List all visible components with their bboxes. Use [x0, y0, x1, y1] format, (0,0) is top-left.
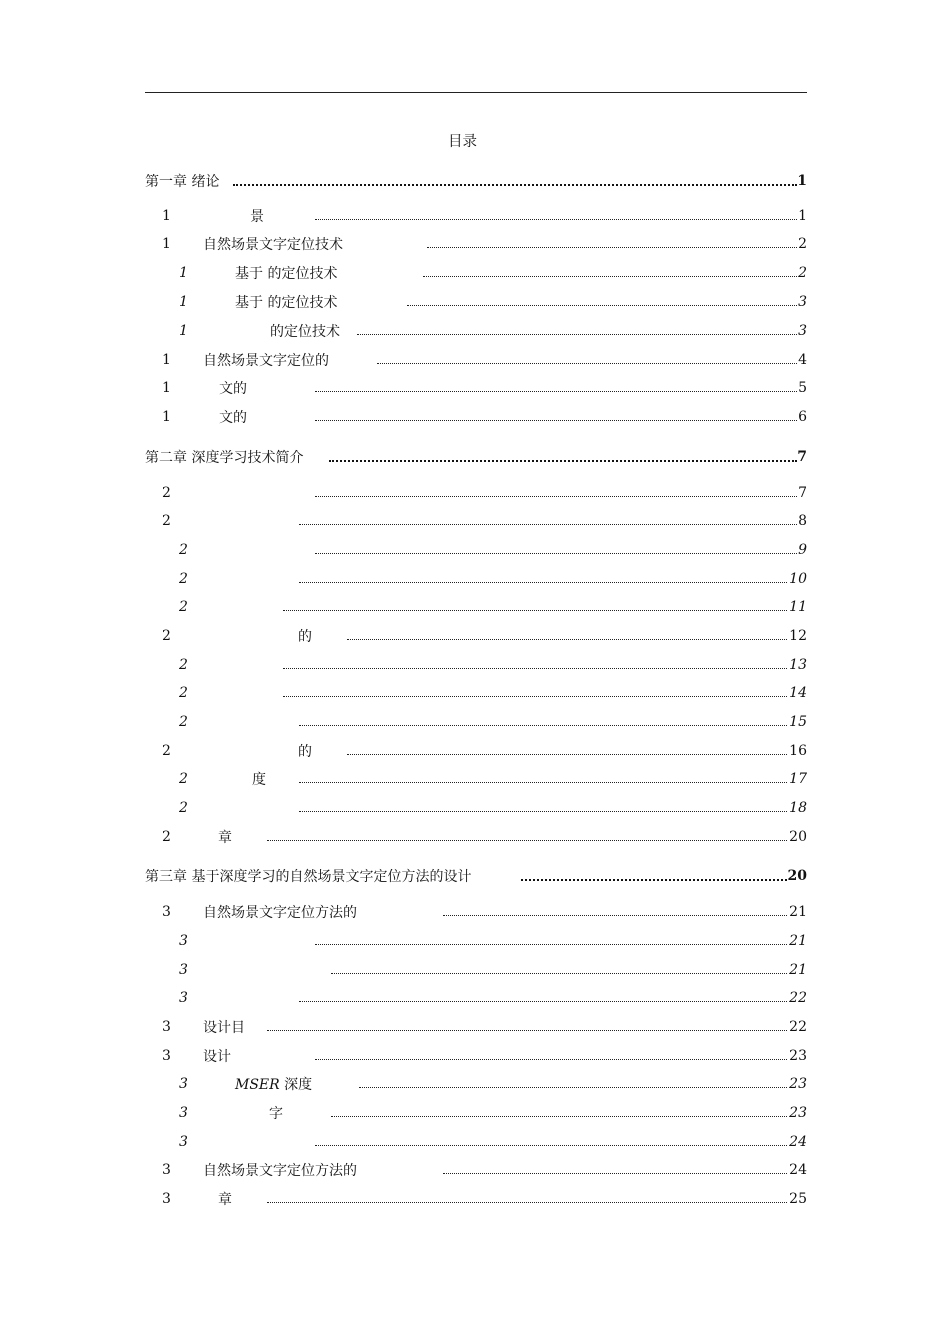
toc-entry[interactable]	[145, 1189, 807, 1209]
toc-leader-dots	[521, 879, 787, 881]
toc-entry-number: 3	[179, 1134, 188, 1150]
toc-page-number: 20	[787, 868, 807, 884]
toc-leader-dots	[331, 973, 787, 974]
toc-entry-title: 自然场景文字定位方法的	[203, 905, 357, 921]
toc-page-number: 8	[798, 513, 807, 529]
toc-leader-dots	[315, 391, 797, 392]
toc-entry[interactable]	[145, 1132, 807, 1152]
toc-entry-title: 文的	[219, 410, 247, 426]
toc-entry-number: 3	[162, 1048, 171, 1064]
toc-leader-dots	[299, 725, 787, 726]
toc-entry-number: 2	[162, 743, 171, 759]
toc-page-number: 20	[789, 829, 807, 845]
toc-entry[interactable]	[145, 407, 807, 427]
toc-entry-number: 1	[179, 265, 188, 281]
toc-entry[interactable]	[145, 378, 807, 398]
toc-leader-dots	[315, 219, 797, 220]
toc-page-number: 23	[789, 1076, 807, 1092]
toc-page-number: 21	[789, 933, 807, 949]
toc-page-number: 3	[798, 323, 807, 339]
toc-entry-number: 2	[179, 657, 188, 673]
toc-entry-title: 基于 的定位技术	[235, 295, 338, 311]
toc-entry[interactable]	[145, 683, 807, 703]
toc-entry-number: 3	[162, 1019, 171, 1035]
toc-entry[interactable]	[145, 712, 807, 732]
toc-page-number: 9	[798, 542, 807, 558]
toc-entry-title: 章	[218, 830, 232, 846]
toc-entry-number: 3	[162, 904, 171, 920]
toc-entry[interactable]	[145, 350, 807, 370]
toc-entry-number: 2	[179, 800, 188, 816]
toc-entry-title: 第一章 绪论	[145, 174, 220, 190]
toc-entry-number: 2	[179, 771, 188, 787]
toc-page-number: 7	[797, 449, 807, 465]
toc-entry[interactable]	[145, 263, 807, 283]
toc-entry[interactable]	[145, 1046, 807, 1066]
toc-leader-dots	[283, 668, 787, 669]
toc-page-number: 16	[789, 743, 807, 759]
toc-entry-number: 3	[179, 933, 188, 949]
toc-entry-number: 1	[162, 409, 171, 425]
toc-entry-number: 2	[179, 685, 188, 701]
toc-page-number: 6	[798, 409, 807, 425]
toc-page-number: 24	[789, 1162, 807, 1178]
toc-entry-number: 3	[162, 1162, 171, 1178]
toc-entry[interactable]	[145, 931, 807, 951]
toc-entry-number: 2	[162, 628, 171, 644]
toc-page-number: 2	[798, 265, 807, 281]
toc-page-number: 17	[789, 771, 807, 787]
toc-page-number: 15	[789, 714, 807, 730]
toc-page-number: 25	[789, 1191, 807, 1207]
toc-page-number: 13	[789, 657, 807, 673]
toc-entry[interactable]	[145, 988, 807, 1008]
toc-leader-dots	[315, 1145, 787, 1146]
toc-page-number: 11	[789, 599, 807, 615]
toc-page-number: 23	[789, 1048, 807, 1064]
toc-page-number: 22	[789, 990, 807, 1006]
toc-entry-title: 自然场景文字定位技术	[203, 237, 343, 253]
toc-entry-title: 度	[252, 772, 266, 788]
toc-entry[interactable]	[145, 1103, 807, 1123]
toc-page-number: 1	[797, 173, 807, 189]
toc-leader-dots	[315, 1059, 787, 1060]
toc-entry[interactable]	[145, 1160, 807, 1180]
toc-entry-title: 景	[250, 209, 264, 225]
toc-entry[interactable]	[145, 827, 807, 847]
toc-entry[interactable]	[145, 511, 807, 531]
toc-leader-dots	[299, 1001, 787, 1002]
toc-page-number: 21	[789, 962, 807, 978]
toc-entry[interactable]	[145, 769, 807, 789]
toc-leader-dots	[443, 915, 787, 916]
toc-leader-dots	[329, 460, 797, 462]
toc-leader-dots	[283, 696, 787, 697]
toc-leader-dots	[347, 754, 787, 755]
toc-entry-number: 1	[179, 294, 188, 310]
toc-entry-number: 1	[179, 323, 188, 339]
toc-entry-number: 2	[179, 714, 188, 730]
toc-page-number: 1	[798, 208, 807, 224]
toc-entry[interactable]	[145, 798, 807, 818]
toc-entry-title: 自然场景文字定位方法的	[203, 1163, 357, 1179]
toc-leader-dots	[283, 610, 787, 611]
toc-leader-dots	[315, 944, 787, 945]
toc-entry-number: 2	[162, 485, 171, 501]
toc-leader-dots	[331, 1116, 787, 1117]
toc-entry-number: 1	[162, 208, 171, 224]
toc-chapter-entry[interactable]	[145, 447, 807, 467]
toc-leader-dots	[299, 524, 797, 525]
toc-entry-title: 字	[269, 1106, 283, 1122]
toc-leader-dots	[267, 840, 787, 841]
toc-leader-dots	[299, 582, 787, 583]
toc-entry-number: 2	[179, 599, 188, 615]
toc-entry[interactable]	[145, 540, 807, 560]
toc-entry-number: 3	[179, 990, 188, 1006]
toc-entry-number: 3	[179, 962, 188, 978]
toc-entry[interactable]	[145, 234, 807, 254]
toc-entry-title: 第三章 基于深度学习的自然场景文字定位方法的设计	[145, 869, 472, 885]
toc-entry-number: 1	[162, 380, 171, 396]
toc-entry[interactable]	[145, 569, 807, 589]
toc-page-number: 10	[789, 571, 807, 587]
toc-entry-number: 3	[179, 1105, 188, 1121]
toc-entry-title: 设计目	[203, 1020, 245, 1036]
toc-leader-dots	[407, 305, 797, 306]
toc-entry-number: 2	[162, 829, 171, 845]
toc-page-number: 7	[798, 485, 807, 501]
toc-entry[interactable]	[145, 1074, 807, 1094]
toc-entry-number: 3	[162, 1191, 171, 1207]
toc-entry[interactable]	[145, 483, 807, 503]
toc-entry[interactable]	[145, 741, 807, 761]
toc-entry-title: 第二章 深度学习技术简介	[145, 450, 304, 466]
toc-leader-dots	[299, 782, 787, 783]
toc-entry-title: 基于 的定位技术	[235, 266, 338, 282]
toc-page-number: 18	[789, 800, 807, 816]
toc-entry-title: 章	[218, 1192, 232, 1208]
toc-leader-dots	[267, 1030, 787, 1031]
toc-entry-number: 2	[179, 542, 188, 558]
toc-entry-title: MSER 深度	[235, 1077, 313, 1093]
toc-entry[interactable]	[145, 655, 807, 675]
toc-page-number: 5	[798, 380, 807, 396]
toc-entry-number: 2	[162, 513, 171, 529]
toc-leader-dots	[347, 639, 787, 640]
toc-entry-title: 的	[298, 744, 312, 760]
toc-entry[interactable]	[145, 321, 807, 341]
toc-entry[interactable]	[145, 1017, 807, 1037]
toc-entry[interactable]	[145, 206, 807, 226]
toc-title: 目录	[448, 134, 477, 150]
toc-page-number: 4	[798, 352, 807, 368]
toc-leader-dots	[233, 184, 797, 186]
toc-page-number: 2	[798, 236, 807, 252]
toc-entry-title: 的	[298, 629, 312, 645]
toc-chapter-entry[interactable]	[145, 866, 807, 886]
toc-entry-title: 的定位技术	[270, 324, 340, 340]
toc-leader-dots	[377, 363, 797, 364]
toc-leader-dots	[359, 1087, 787, 1088]
header-rule	[145, 92, 807, 93]
toc-chapter-entry[interactable]	[145, 171, 807, 191]
toc-entry-title: 文的	[219, 381, 247, 397]
toc-leader-dots	[315, 420, 797, 421]
toc-leader-dots	[357, 334, 797, 335]
toc-page-number: 12	[789, 628, 807, 644]
toc-page-number: 24	[789, 1134, 807, 1150]
toc-leader-dots	[299, 811, 787, 812]
toc-leader-dots	[267, 1202, 787, 1203]
toc-entry[interactable]	[145, 597, 807, 617]
toc-leader-dots	[443, 1173, 787, 1174]
toc-entry[interactable]	[145, 626, 807, 646]
toc-entry-title: 设计	[203, 1049, 231, 1065]
toc-leader-dots	[315, 553, 797, 554]
toc-entry[interactable]	[145, 292, 807, 312]
toc-leader-dots	[315, 496, 797, 497]
toc-entry-number: 3	[179, 1076, 188, 1092]
toc-leader-dots	[427, 247, 797, 248]
toc-entry-number: 2	[179, 571, 188, 587]
toc-entry[interactable]	[145, 902, 807, 922]
toc-page-number: 23	[789, 1105, 807, 1121]
toc-page-number: 14	[789, 685, 807, 701]
toc-page-number: 3	[798, 294, 807, 310]
toc-entry-number: 1	[162, 352, 171, 368]
toc-entry-title: 自然场景文字定位的	[203, 353, 329, 369]
toc-entry-number: 1	[162, 236, 171, 252]
toc-leader-dots	[423, 276, 797, 277]
toc-page-number: 22	[789, 1019, 807, 1035]
toc-page-number: 21	[789, 904, 807, 920]
toc-entry[interactable]	[145, 960, 807, 980]
